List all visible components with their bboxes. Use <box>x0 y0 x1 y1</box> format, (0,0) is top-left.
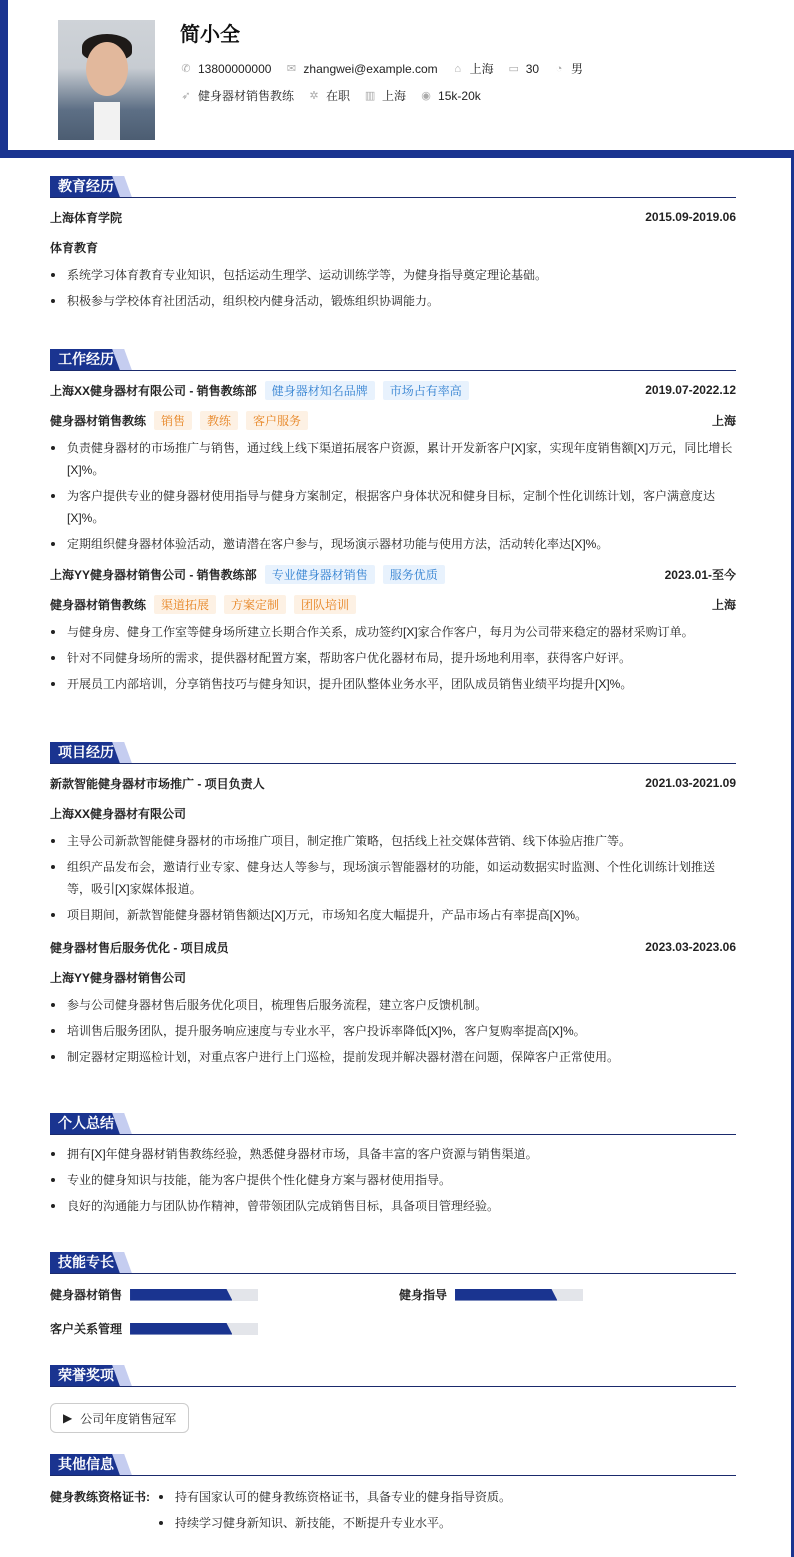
skill-item <box>50 1320 258 1337</box>
major: 体育教育 <box>50 240 99 255</box>
skill-item <box>50 1286 258 1303</box>
company-left <box>50 565 445 584</box>
section-title: 项目经历 <box>50 742 122 763</box>
skill-tag: 客户服务 <box>246 411 308 430</box>
skill-tag: 渠道拓展 <box>154 595 216 614</box>
play-icon: ▶ <box>63 1411 73 1425</box>
section-title: 工作经历 <box>50 349 122 370</box>
other-label: 健身教练资格证书: <box>50 1490 150 1504</box>
section-heading <box>50 1454 736 1476</box>
section-awards <box>50 1365 736 1433</box>
section-heading <box>50 1113 736 1135</box>
bullet-item: 培训售后服务团队，提升服务响应速度与专业水平，客户投诉率降低[X]%，客户复购率提高[X]%。 <box>50 1020 736 1042</box>
skill-bar-fill <box>455 1289 557 1301</box>
award-item <box>50 1403 189 1433</box>
section-projects <box>50 742 736 1072</box>
gender: 男 <box>571 62 584 76</box>
bullet-list <box>158 1484 511 1538</box>
company-tag: 服务优质 <box>383 565 445 584</box>
section-title: 个人总结 <box>50 1113 122 1134</box>
date-range: 2015.09-2019.06 <box>645 210 736 224</box>
bullet-item: 组织产品发布会，邀请行业专家、健身达人等参与，现场演示智能器材的功能，如运动数据实时监测、个性化训练计划推送等，吸引[X]家媒体报道。 <box>50 856 736 900</box>
building-icon: ▥ <box>364 90 376 102</box>
bullet-item: 主导公司新款智能健身器材的市场推广项目，制定推广策略，包括线上社交媒体营销、线下体验店推广等。 <box>50 830 736 852</box>
bullet-item: 制定器材定期巡检计划，对重点客户进行上门巡检，提前发现并解决器材潜在问题，保障客户正常使用。 <box>50 1046 736 1068</box>
skill-tag: 方案定制 <box>224 595 286 614</box>
bullet-item: 项目期间，新款智能健身器材销售额达[X]万元，市场知名度大幅提升，产品市场占有率提高[X]%。 <box>50 904 736 926</box>
skill-bar-fill <box>130 1323 232 1335</box>
age: 30 <box>525 61 540 76</box>
bullet-list <box>50 830 736 926</box>
gender-icon: ◔ <box>555 62 563 75</box>
date-range: 2019.07-2022.12 <box>645 383 736 397</box>
job-target: 健身器材销售教练 <box>198 89 295 103</box>
bullet-item: 积极参与学校体育社团活动，组织校内健身活动，锻炼组织协调能力。 <box>50 290 736 312</box>
bullet-item: 针对不同健身场所的需求，提供器材配置方案，帮助客户优化器材布局，提升场地利用率，获得客户好评。 <box>50 647 736 669</box>
send-icon: ➶ <box>181 90 191 102</box>
candidate-name: 简小全 <box>180 24 240 46</box>
phone: 13800000000 <box>198 61 272 76</box>
skill-bar-fill <box>130 1289 232 1301</box>
bullet-list <box>50 264 736 312</box>
section-summary <box>50 1113 736 1221</box>
bullet-item: 定期组织健身器材体验活动，邀请潜在客户参与，现场演示器材功能与使用方法，活动转化率达[X]%。 <box>50 533 736 555</box>
project-row <box>50 932 736 962</box>
section-heading <box>50 176 736 198</box>
project-company-row <box>50 962 736 992</box>
email: zhangwei@example.com <box>303 61 438 76</box>
bullet-list <box>50 1143 736 1217</box>
section-skills <box>50 1252 736 1336</box>
phone-icon: ✆ <box>181 63 191 75</box>
role-left <box>50 411 308 430</box>
bullet-item: 持续学习健身新知识、新技能，不断提升专业水平。 <box>158 1512 511 1534</box>
company-tag: 市场占有率高 <box>383 381 469 400</box>
bullet-item: 系统学习体育教育专业知识，包括运动生理学、运动训练学等，为健身指导奠定理论基础。 <box>50 264 736 286</box>
location: 上海 <box>469 62 494 76</box>
skill-name: 客户关系管理 <box>50 1322 123 1336</box>
project-row <box>50 768 736 798</box>
role-left <box>50 595 356 614</box>
bullet-list <box>50 621 736 695</box>
salary: 15k-20k <box>438 88 481 103</box>
age-icon: ▭ <box>508 63 519 75</box>
salary-icon: ◉ <box>421 90 431 102</box>
role-row <box>50 405 736 435</box>
job-status: 在职 <box>326 89 351 103</box>
other-info <box>50 1484 736 1538</box>
skill-tag: 团队培训 <box>294 595 356 614</box>
skill-bar <box>130 1289 258 1301</box>
project-company: 上海XX健身器材有限公司 <box>50 806 187 821</box>
company-tag: 健身器材知名品牌 <box>265 381 375 400</box>
company-row <box>50 559 736 589</box>
project-name: 新款智能健身器材市场推广 - 项目负责人 <box>50 776 265 791</box>
section-title: 技能专长 <box>50 1252 122 1273</box>
skill-bar <box>455 1289 583 1301</box>
section-work <box>50 349 736 699</box>
bullet-item: 良好的沟通能力与团队协作精神，曾带领团队完成销售目标，具备项目管理经验。 <box>50 1195 736 1217</box>
home-icon: ⌂ <box>454 62 461 75</box>
skill-name: 健身器材销售 <box>50 1288 123 1302</box>
project-company: 上海YY健身器材销售公司 <box>50 970 187 985</box>
role: 健身器材销售教练 <box>50 413 147 428</box>
city: 上海 <box>711 597 736 612</box>
section-other <box>50 1454 736 1538</box>
bullet-item: 拥有[X]年健身器材销售教练经验，熟悉健身器材市场，具备丰富的客户资源与销售渠道。 <box>50 1143 736 1165</box>
section-title: 荣誉奖项 <box>50 1365 122 1386</box>
resume-body <box>0 158 794 1557</box>
role-row <box>50 589 736 619</box>
skill-tag: 销售 <box>154 411 192 430</box>
date-range: 2023.03-2023.06 <box>645 940 736 954</box>
target-city: 上海 <box>382 89 407 103</box>
skill-tag: 教练 <box>200 411 238 430</box>
bullet-list <box>50 437 736 555</box>
date-range: 2021.03-2021.09 <box>645 776 736 790</box>
bullet-list <box>50 994 736 1068</box>
company-tag: 专业健身器材销售 <box>265 565 375 584</box>
gear-icon: ✲ <box>309 90 319 102</box>
date-range: 2023.01-至今 <box>664 567 736 582</box>
skill-item <box>399 1286 583 1303</box>
section-title: 教育经历 <box>50 176 122 197</box>
section-heading <box>50 1365 736 1387</box>
major-row <box>50 232 736 262</box>
award-name: 公司年度销售冠军 <box>80 1411 177 1426</box>
school-name: 上海体育学院 <box>50 210 123 225</box>
company-name: 上海YY健身器材销售公司 - 销售教练部 <box>50 567 257 582</box>
city: 上海 <box>711 413 736 428</box>
skill-bar <box>130 1323 258 1335</box>
bullet-item: 持有国家认可的健身教练资格证书，具备专业的健身指导资质。 <box>158 1486 511 1508</box>
bullet-item: 参与公司健身器材售后服务优化项目，梳理售后服务流程，建立客户反馈机制。 <box>50 994 736 1016</box>
skill-name: 健身指导 <box>399 1288 448 1302</box>
company-row <box>50 375 736 405</box>
profile-header <box>0 0 794 158</box>
mail-icon: ✉ <box>286 63 297 75</box>
company-left <box>50 381 469 400</box>
section-heading <box>50 742 736 764</box>
bullet-item: 为客户提供专业的健身器材使用指导与健身方案制定，根据客户身体状况和健身目标，定制个性化训练计划，客户满意度达[X]%。 <box>50 485 736 529</box>
profile-photo <box>58 20 155 140</box>
project-name: 健身器材售后服务优化 - 项目成员 <box>50 940 229 955</box>
education-row <box>50 202 736 232</box>
bullet-item: 专业的健身知识与技能，能为客户提供个性化健身方案与器材使用指导。 <box>50 1169 736 1191</box>
bullet-item: 开展员工内部培训，分享销售技巧与健身知识，提升团队整体业务水平，团队成员销售业绩平均提升[X]%。 <box>50 673 736 695</box>
section-heading <box>50 1252 736 1274</box>
company-name: 上海XX健身器材有限公司 - 销售教练部 <box>50 383 257 398</box>
section-education <box>50 176 736 316</box>
bullet-item: 与健身房、健身工作室等健身场所建立长期合作关系，成功签约[X]家合作客户，每月为公司带来稳定的器材采购订单。 <box>50 621 736 643</box>
project-company-row <box>50 798 736 828</box>
role: 健身器材销售教练 <box>50 597 147 612</box>
section-heading <box>50 349 736 371</box>
bullet-item: 负责健身器材的市场推广与销售，通过线上线下渠道拓展客户资源，累计开发新客户[X]家，实现年度销售额[X]万元，同比增长[X]%。 <box>50 437 736 481</box>
section-title: 其他信息 <box>50 1454 122 1475</box>
